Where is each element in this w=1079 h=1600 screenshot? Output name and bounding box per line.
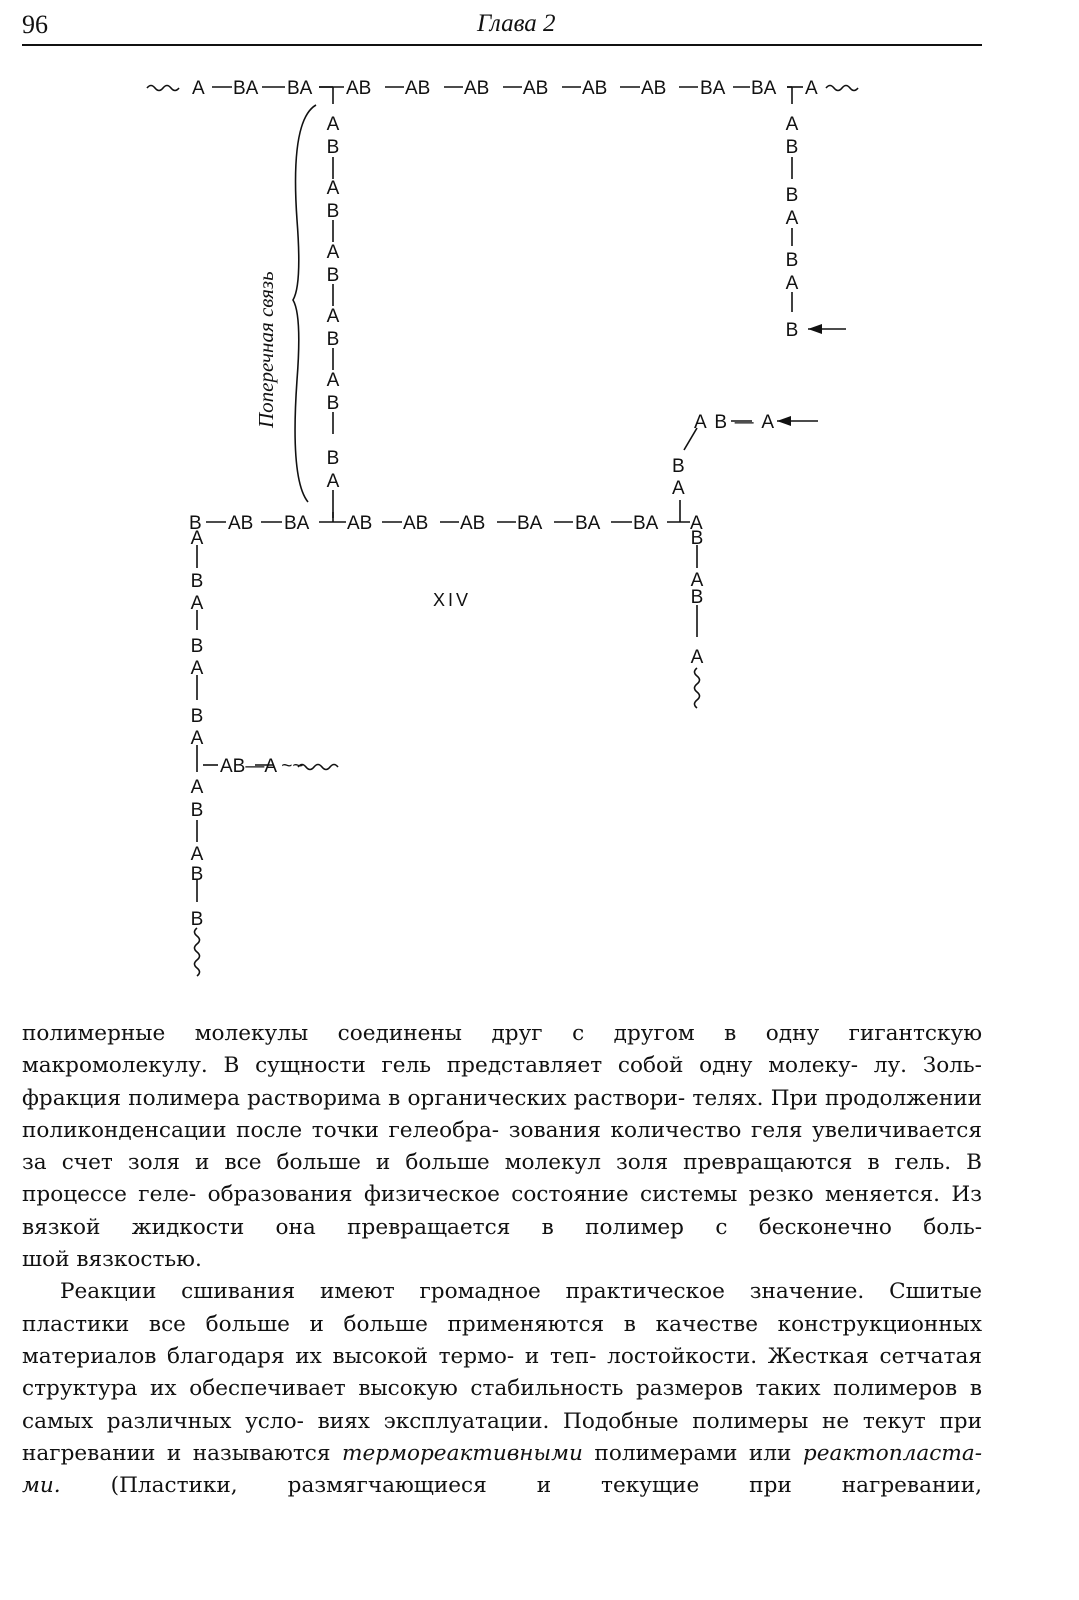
text-line: шой вязкостью.	[22, 1247, 202, 1273]
chain-unit: AB	[228, 513, 254, 534]
text-line: Реакции сшивания имеют громадное практическое значение.	[60, 1279, 865, 1305]
chain-unit: B	[190, 571, 204, 592]
chain-unit: B	[189, 513, 202, 534]
text-line: телях. При продолжении поликонденсации после точки гелеобра-	[22, 1085, 982, 1143]
chain-unit: A	[326, 471, 340, 492]
paragraph	[22, 1276, 982, 1502]
paragraph	[22, 1018, 982, 1244]
structure-label: XIV	[433, 590, 472, 610]
chain-unit: BA	[517, 513, 543, 534]
chain-unit: A	[190, 844, 204, 865]
term-thermoset: термореактивными	[342, 1440, 583, 1466]
chain-unit: B	[326, 393, 340, 414]
chain-unit: A	[785, 273, 799, 294]
chain-unit: A	[690, 647, 704, 668]
chain-unit: AB	[582, 78, 608, 99]
crosslink-label: Поперечная связь	[254, 271, 278, 428]
chain-unit: B	[190, 636, 204, 657]
text-line: (Пластики, размягчающиеся и текущие при нагревании,	[60, 1473, 982, 1499]
chain-unit: B	[326, 201, 340, 222]
text-line: Сшитые пластики все больше и больше применяются в качестве	[22, 1279, 982, 1337]
chain-unit: A	[192, 78, 205, 99]
chain-unit: B	[190, 864, 204, 885]
chain-unit: A	[326, 114, 340, 135]
chain-unit: B	[326, 329, 340, 350]
chain-unit: B	[326, 265, 340, 286]
chain-unit: B	[785, 185, 799, 206]
chapter-title: Глава 2	[477, 10, 556, 37]
chain-unit: A	[326, 178, 340, 199]
chain-unit: BA	[700, 78, 726, 99]
text-line: зования количество геля увеличивается за счет золя и все больше	[22, 1117, 982, 1176]
page-number: 96	[22, 10, 48, 39]
chain-unit: AB	[403, 513, 429, 534]
chain-unit: B	[190, 909, 204, 930]
chain-unit: BA	[751, 78, 777, 99]
chain-unit: A	[326, 242, 340, 263]
chain-unit: A	[690, 570, 704, 591]
text-line: полимерные молекулы соединены друг с другом в одну гигантскую	[22, 1021, 982, 1046]
body-text	[22, 1018, 982, 1502]
chain-unit: AB	[347, 513, 373, 534]
chain-unit: A	[785, 114, 799, 135]
chain-unit: B	[690, 587, 704, 608]
chain-unit: BA	[284, 513, 310, 534]
text-line: и называются	[166, 1440, 342, 1466]
chain-unit: BA	[633, 513, 659, 534]
chain-unit: A	[190, 528, 204, 549]
chain-unit: A	[785, 208, 799, 229]
branch-chain: AB—A	[694, 412, 774, 433]
text-line: макромолекулу. В сущности гель представляет собой одну молеку-	[22, 1053, 859, 1079]
text-line: лу. Золь-фракция полимера растворима в органических раствори-	[22, 1053, 982, 1111]
text-line: вязкой жидкости она превращается в полимер с бесконечно боль-	[22, 1214, 982, 1240]
side-branch	[672, 412, 774, 499]
chain-unit: BA	[287, 78, 313, 99]
chain-unit: A	[190, 658, 204, 679]
term-reactoplast: реактопласта-	[802, 1440, 982, 1466]
chain-unit: B	[785, 250, 799, 271]
left-branch: AB—A ~~	[220, 756, 304, 777]
chain-unit: AB	[460, 513, 486, 534]
chain-unit: B	[785, 320, 799, 341]
chain-unit: A	[190, 593, 204, 614]
top-chain	[192, 78, 818, 99]
chain-unit: A	[690, 513, 703, 534]
chain-unit: A	[190, 777, 204, 798]
chain-unit: A	[326, 370, 340, 391]
chain-unit: AB	[641, 78, 667, 99]
paragraph-end	[22, 1244, 982, 1276]
left-lower-chain	[191, 777, 204, 930]
chain-unit: AB	[523, 78, 549, 99]
text-line: и больше молекул золя превращаются в гель. В процессе геле-	[22, 1150, 982, 1208]
page-header	[22, 8, 982, 46]
chain-unit: A	[190, 728, 204, 749]
chain-unit: BA	[233, 78, 259, 99]
chain-unit: A	[672, 478, 685, 499]
term-reactoplast-end: ми.	[22, 1473, 61, 1499]
chain-unit: AB	[346, 78, 372, 99]
chain-unit: B	[326, 448, 340, 469]
chain-unit: B	[190, 706, 204, 727]
middle-chain	[189, 513, 703, 534]
chain-unit: B	[326, 137, 340, 158]
chain-unit: B	[785, 137, 799, 158]
polymer-network-diagram	[0, 60, 1079, 990]
chain-unit: A	[805, 78, 818, 99]
chain-unit: BA	[575, 513, 601, 534]
chain-unit: B	[190, 800, 204, 821]
chain-unit: AB	[464, 78, 490, 99]
text-line: полимерами или	[582, 1440, 803, 1466]
text-line: лостойкости. Жесткая сетчатая структура их обеспечивает высокую	[22, 1343, 982, 1402]
chain-unit: B	[690, 528, 704, 549]
text-line: конструкционных материалов благодаря их высокой термо- и теп-	[22, 1311, 982, 1369]
text-line: виях эксплуатации. Подобные полимеры не текут при нагревании	[22, 1408, 982, 1466]
text-line: стабильность размеров таких полимеров в самых различных усло-	[22, 1376, 982, 1434]
chain-unit: A	[326, 306, 340, 327]
chain-unit: B	[672, 456, 685, 477]
text-line: образования физическое состояние системы резко меняется. Из	[207, 1182, 982, 1208]
chain-unit: AB	[405, 78, 431, 99]
